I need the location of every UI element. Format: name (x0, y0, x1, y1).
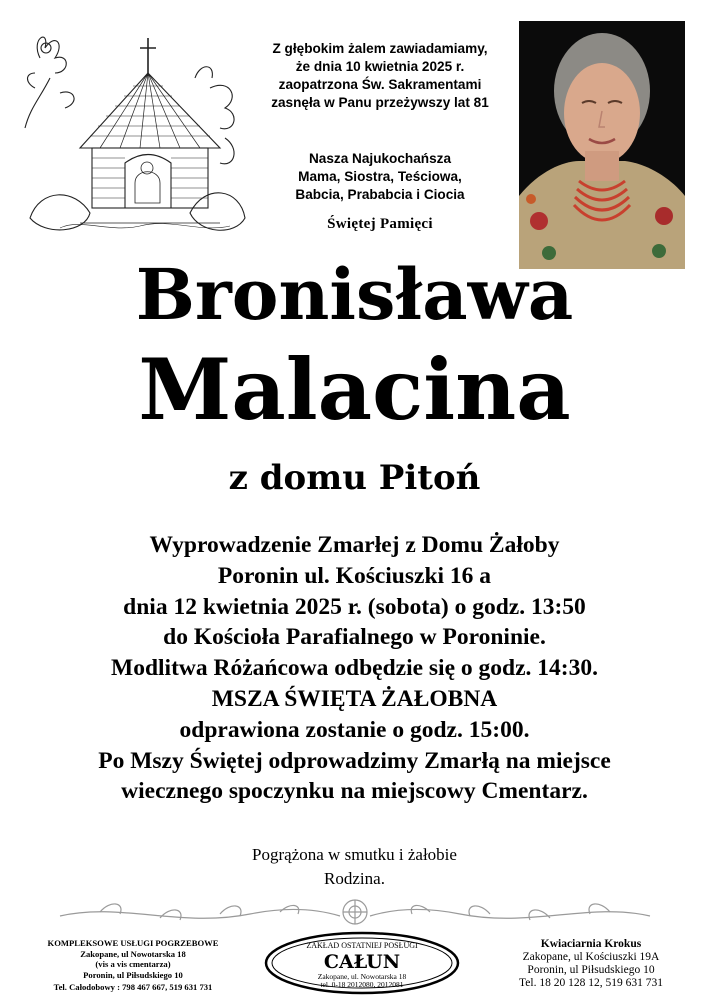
funeral-line: MSZA ŚWIĘTA ŻAŁOBNA (211, 685, 498, 712)
relation-text (250, 150, 510, 204)
chapel-illustration (20, 18, 248, 240)
ad-title: KOMPLEKSOWE USŁUGI POGRZEBOWE (47, 938, 219, 948)
ad-address: Poronin, ul Piłsudskiego 10 (83, 969, 183, 980)
announcement-line: zaopatrzona Św. Sakramentami (278, 77, 482, 92)
ad-phone: Tel. Całodobowy : 798 467 667, 519 631 731 (53, 982, 213, 992)
florist-ad (486, 938, 696, 990)
florist-title: Kwiaciarnia Krokus (540, 938, 642, 950)
announcement-line: że dnia 10 kwietnia 2025 r. (295, 59, 465, 74)
funeral-line: do Kościoła Parafialnego w Poroninie. (163, 624, 546, 651)
relation-line: Babcia, Prababcia i Ciocia (295, 187, 465, 202)
florist-address: Poronin, ul Piłsudskiego 10 (527, 964, 655, 976)
florist-phone: Tel. 18 20 128 12, 519 631 731 (519, 977, 663, 989)
deceased-first-name: Bronisława (135, 253, 574, 336)
announcement-line: Z głębokim żalem zawiadamiamy, (272, 41, 488, 56)
logo-address: Zakopane, ul. Nowotarska 18 (317, 972, 407, 981)
logo-top-text: ZAKŁAD OSTATNIEJ POSŁUGI (306, 941, 418, 950)
funeral-line: Poronin ul. Kościuszki 16 a (217, 562, 492, 589)
floral-ornament (40, 892, 670, 932)
deceased-maiden-name: z domu Pitoń (228, 458, 481, 498)
announcement-line: zasnęła w Panu przeżywszy lat 81 (271, 95, 489, 110)
relation-line: Mama, Siostra, Teściowa, (298, 169, 462, 184)
logo-name: CAŁUN (323, 951, 401, 973)
funeral-line: Wyprowadzenie Zmarłej z Domu Żałoby (149, 532, 560, 558)
funeral-line: dnia 12 kwietnia 2025 r. (sobota) o godz. 13:50 (123, 593, 586, 620)
memory-heading: Świętej Pamięci (327, 216, 433, 232)
ad-address-note: (vis a vis cmentarza) (95, 959, 171, 969)
funeral-details (0, 530, 709, 807)
funeral-line: Po Mszy Świętej odprowadzimy Zmarłą na miejsce (98, 747, 611, 774)
logo-phone: tel. 0-18 2012080, 2012081 (320, 980, 404, 989)
family-line: Pogrążona w smutku i żałobie (252, 845, 457, 864)
family-line: Rodzina. (324, 869, 385, 888)
announcement-text (250, 40, 510, 112)
family-signature (0, 843, 709, 891)
ad-address: Zakopane, ul Nowotarska 18 (80, 948, 186, 959)
portrait-photo (519, 21, 685, 269)
funeral-line: wiecznego spoczynku na miejscowy Cmentarz. (121, 778, 588, 805)
calun-logo (262, 930, 462, 996)
funeral-line: odprawiona zostanie o godz. 15:00. (179, 716, 530, 743)
relation-line: Nasza Najukochańsza (308, 151, 452, 166)
funeral-services-ad (18, 938, 248, 993)
florist-address: Zakopane, ul Kościuszki 19A (522, 951, 660, 963)
deceased-last-name: Malacina (138, 340, 571, 439)
funeral-line: Modlitwa Różańcowa odbędzie się o godz. 14:30. (111, 655, 598, 682)
